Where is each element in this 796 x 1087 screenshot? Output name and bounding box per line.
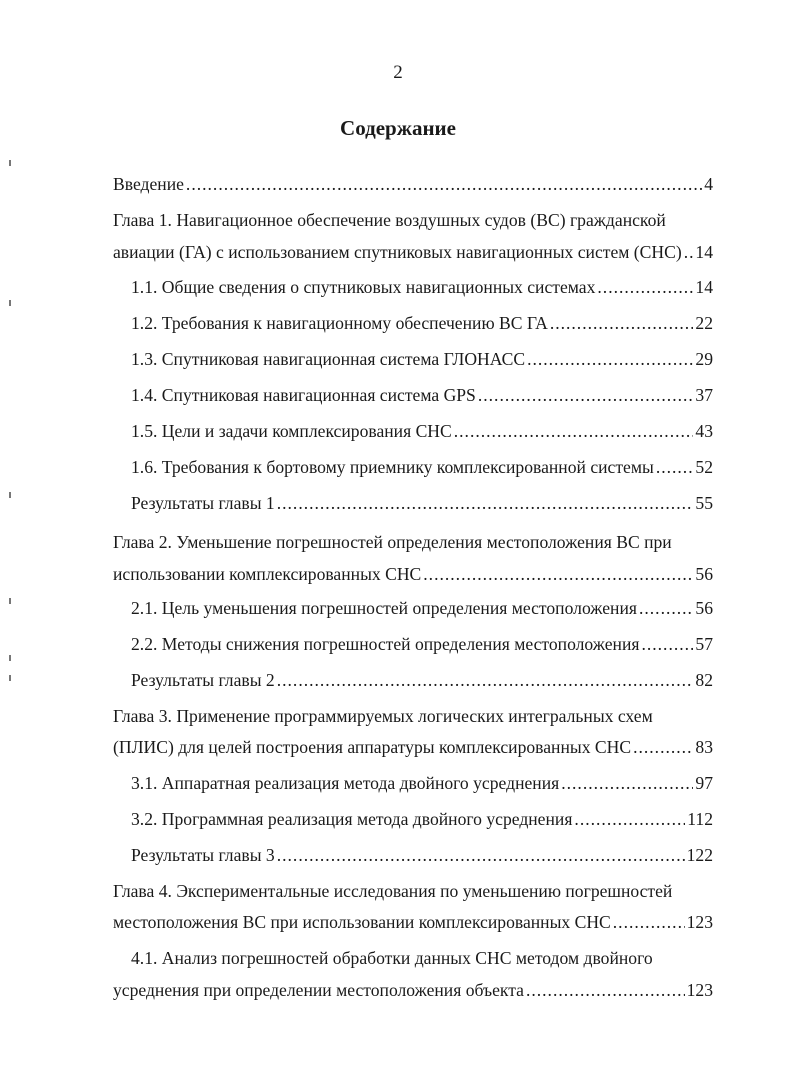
toc-entry-text: (ПЛИС) для целей построения аппаратуры комплексированных СНС bbox=[113, 737, 632, 757]
toc-entry-1-2[interactable] bbox=[131, 313, 713, 334]
toc-entry-text: 1.2. Требования к навигационному обеспечению ВС ГА bbox=[131, 313, 548, 333]
toc-entry-ch2-line1[interactable]: Глава 2. Уменьшение погрешностей определения местоположения ВС при bbox=[113, 532, 672, 552]
toc-entry-page: 123 bbox=[686, 980, 713, 1000]
dot-leader bbox=[613, 912, 685, 933]
page-number: 2 bbox=[393, 62, 403, 83]
toc-entry-2-1[interactable] bbox=[131, 598, 713, 619]
toc-entry-text: 1.4. Спутниковая навигационная система GPS bbox=[131, 385, 476, 405]
dot-leader bbox=[574, 809, 685, 830]
scan-mark bbox=[9, 492, 11, 498]
dot-leader bbox=[526, 980, 685, 1001]
dot-leader bbox=[561, 773, 693, 794]
toc-entry-page: 4 bbox=[704, 174, 713, 194]
scan-mark bbox=[9, 655, 11, 661]
toc-entry-ch3-line1[interactable]: Глава 3. Применение программируемых логических интегральных схем bbox=[113, 706, 653, 726]
toc-entry-4-1-line1[interactable]: 4.1. Анализ погрешностей обработки данных СНС методом двойного bbox=[131, 948, 653, 968]
toc-entry-text: 1.3. Спутниковая навигационная система ГЛОНАСС bbox=[131, 349, 526, 369]
toc-entry-results-2[interactable] bbox=[131, 670, 713, 691]
toc-entry-text: местоположения ВС при использовании комплексированных СНС bbox=[113, 912, 611, 932]
toc-entry-text: 1.6. Требования к бортовому приемнику комплексированной системы bbox=[131, 457, 654, 477]
toc-entry-1-6[interactable] bbox=[131, 457, 713, 478]
dot-leader bbox=[641, 634, 693, 655]
toc-entry-text: 2.1. Цель уменьшения погрешностей определения местоположения bbox=[131, 598, 637, 618]
dot-leader bbox=[550, 313, 694, 334]
scan-mark bbox=[9, 300, 11, 306]
dot-leader bbox=[277, 845, 685, 866]
toc-entry-page: 122 bbox=[686, 845, 713, 865]
toc-entry-results-3[interactable] bbox=[131, 845, 713, 866]
toc-entry-text: усреднения при определении местоположения объекта bbox=[113, 980, 524, 1000]
toc-entry-text: Результаты главы 1 bbox=[131, 493, 275, 513]
toc-entry-text: Результаты главы 2 bbox=[131, 670, 275, 690]
dot-leader bbox=[186, 174, 702, 195]
toc-entry-4-1[interactable] bbox=[113, 980, 713, 1001]
page-title: Содержание bbox=[340, 116, 456, 140]
toc-entry-page: 97 bbox=[695, 773, 713, 793]
toc-entry-1-3[interactable] bbox=[131, 349, 713, 370]
toc-entry-3-1[interactable] bbox=[131, 773, 713, 794]
scan-mark bbox=[9, 160, 11, 166]
toc-entry-page: 56 bbox=[695, 564, 713, 584]
toc-entry-1-5[interactable] bbox=[131, 421, 713, 442]
toc-entry-text: Результаты главы 3 bbox=[131, 845, 275, 865]
toc-entry-ch2[interactable] bbox=[113, 564, 713, 585]
dot-leader bbox=[527, 349, 693, 370]
toc-entry-ch3[interactable] bbox=[113, 737, 713, 758]
toc-entry-page: 22 bbox=[695, 313, 713, 333]
toc-entry-results-1[interactable] bbox=[131, 493, 713, 514]
toc-entry-text: 1.1. Общие сведения о спутниковых навигационных системах bbox=[131, 277, 596, 297]
dot-leader bbox=[277, 493, 694, 514]
toc-entry-page: 14 bbox=[695, 277, 713, 297]
toc-entry-text: 3.2. Программная реализация метода двойного усреднения bbox=[131, 809, 573, 829]
toc-entry-text: использовании комплексированных СНС bbox=[113, 564, 422, 584]
dot-leader bbox=[639, 598, 693, 619]
toc-entry-page: 37 bbox=[695, 385, 713, 405]
toc-entry-page: 55 bbox=[695, 493, 713, 513]
toc-entry-2-2[interactable] bbox=[131, 634, 713, 655]
toc-entry-page: 57 bbox=[695, 634, 713, 654]
toc-entry-page: 123 bbox=[686, 912, 713, 932]
toc-entry-text: авиации (ГА) с использованием спутниковых навигационных систем (СНС) bbox=[113, 242, 682, 262]
toc-entry-intro[interactable] bbox=[113, 174, 713, 195]
toc-entry-1-4[interactable] bbox=[131, 385, 713, 406]
toc-entry-page: 52 bbox=[695, 457, 713, 477]
toc-entry-text: 1.5. Цели и задачи комплексирования СНС bbox=[131, 421, 452, 441]
toc-entry-page: 56 bbox=[695, 598, 713, 618]
toc-entry-text: Введение bbox=[113, 174, 184, 194]
toc-entry-text: 3.1. Аппаратная реализация метода двойного усреднения bbox=[131, 773, 560, 793]
toc-entry-3-2[interactable] bbox=[131, 809, 713, 830]
toc-entry-ch4[interactable] bbox=[113, 912, 713, 933]
toc-entry-page: 14 bbox=[695, 242, 713, 262]
toc-entry-page: 29 bbox=[695, 349, 713, 369]
dot-leader bbox=[633, 737, 693, 758]
dot-leader bbox=[478, 385, 694, 406]
dot-leader bbox=[656, 457, 694, 478]
toc-entry-page: 43 bbox=[695, 421, 713, 441]
scan-mark bbox=[9, 598, 11, 604]
toc-entry-ch4-line1[interactable]: Глава 4. Экспериментальные исследования по уменьшению погрешностей bbox=[113, 881, 673, 901]
toc-entry-page: 112 bbox=[687, 809, 713, 829]
dot-leader bbox=[423, 564, 693, 585]
dot-leader bbox=[597, 277, 693, 298]
dot-leader bbox=[454, 421, 694, 442]
toc-entry-page: 83 bbox=[695, 737, 713, 757]
toc-entry-ch1[interactable] bbox=[113, 242, 713, 263]
toc-entry-text: 2.2. Методы снижения погрешностей определения местоположения bbox=[131, 634, 640, 654]
dot-leader bbox=[684, 242, 694, 263]
scan-mark bbox=[9, 675, 11, 681]
toc-entry-ch1-line1[interactable]: Глава 1. Навигационное обеспечение воздушных судов (ВС) гражданской bbox=[113, 210, 666, 230]
dot-leader bbox=[277, 670, 694, 691]
toc-entry-page: 82 bbox=[695, 670, 713, 690]
toc-entry-1-1[interactable] bbox=[131, 277, 713, 298]
